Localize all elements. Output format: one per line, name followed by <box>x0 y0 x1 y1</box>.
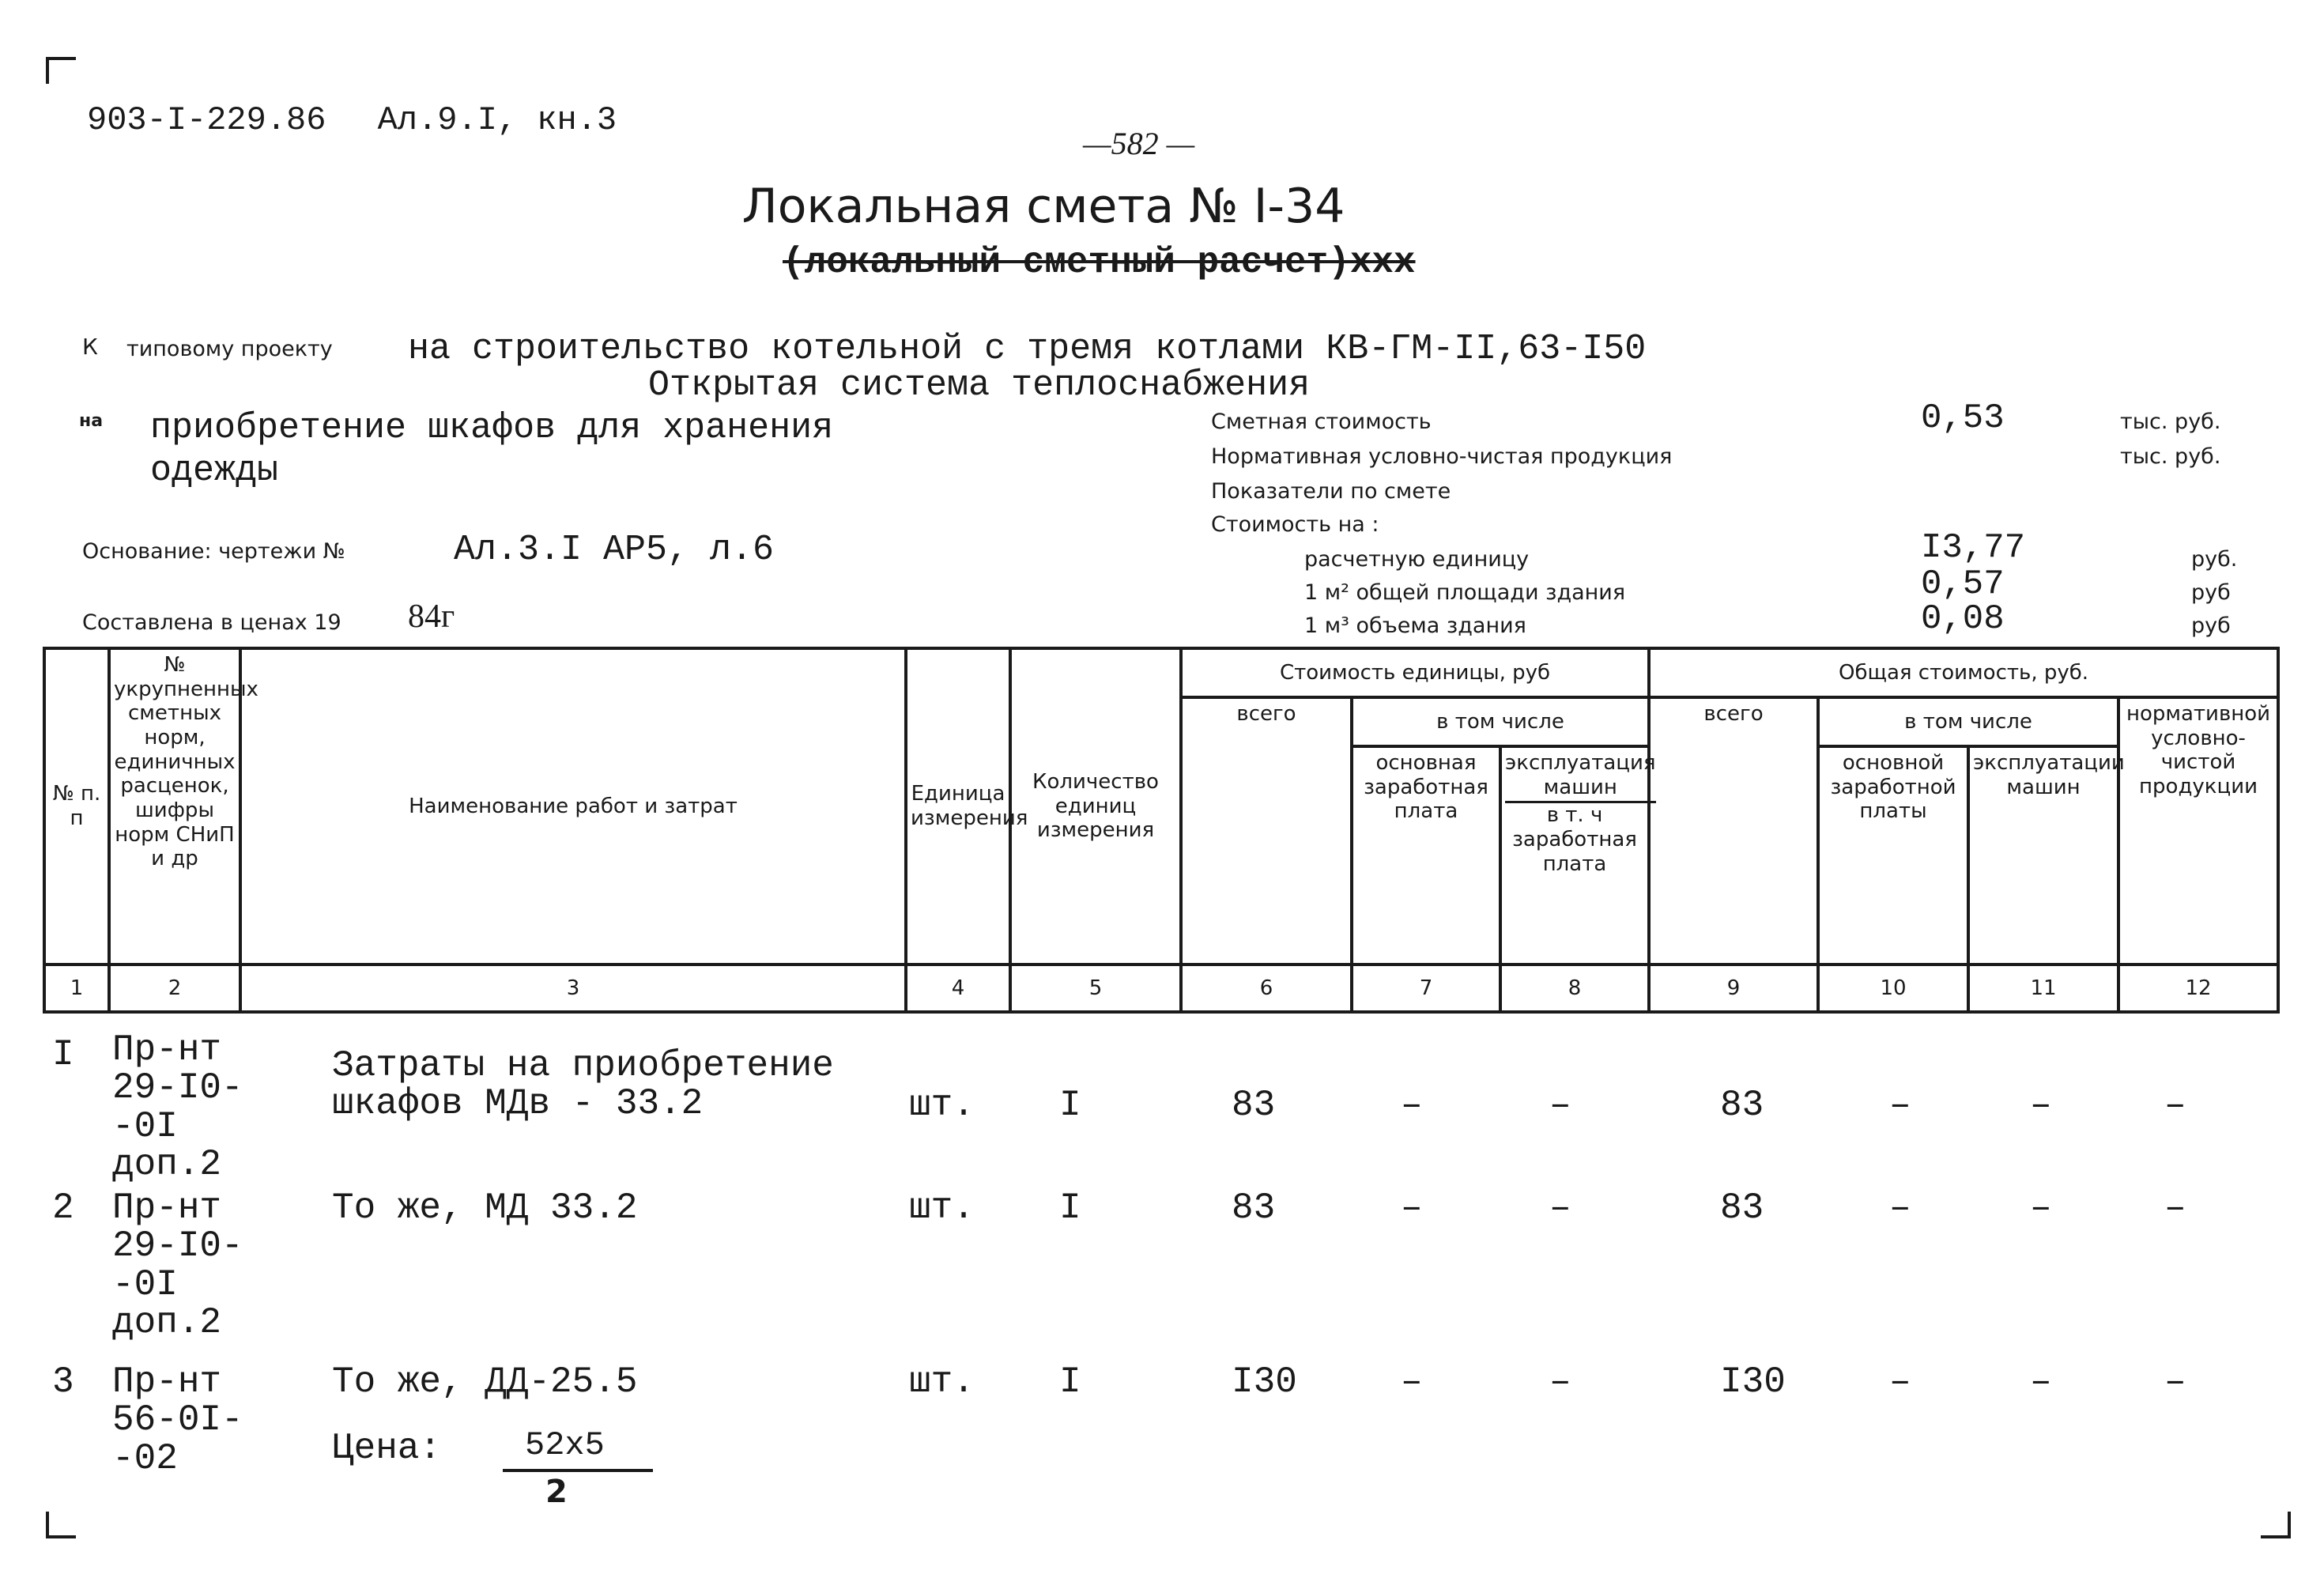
estimate-table-header <box>43 647 2280 1014</box>
price-label: Цена: <box>332 1428 442 1469</box>
row-code-line: доп.2 <box>112 1143 222 1185</box>
col-number-10: 10 <box>1818 965 1968 1012</box>
row-name-line: шкафов МДв - 33.2 <box>332 1083 704 1125</box>
row-code-line: -0I <box>112 1263 178 1305</box>
row-c11: – <box>2030 1361 2052 1402</box>
price-fraction-line <box>503 1469 653 1472</box>
row-unit-total: 83 <box>1232 1187 1276 1229</box>
cost-per-label: Стоимость на : <box>1211 512 1379 537</box>
area-value: 0,57 <box>1921 564 2005 604</box>
volume-label: 1 м³ объема здания <box>1304 613 1526 638</box>
header-total-cost-group: Общая стоимость, руб. <box>1649 648 2278 697</box>
header-col-num: № п. п <box>44 648 109 965</box>
row-c10: – <box>1889 1085 1911 1126</box>
header-col-6: всего <box>1181 697 1352 965</box>
row-name <box>332 1363 637 1401</box>
row-unit: шт. <box>909 1085 975 1126</box>
project-prefix-label2: типовому проекту <box>126 337 333 361</box>
col-number-5: 5 <box>1010 965 1181 1012</box>
project-code: 903-I-229.86 <box>87 101 326 139</box>
row-qty: I <box>1059 1361 1081 1402</box>
row-unit-total: I30 <box>1232 1361 1297 1402</box>
basis-value: Ал.3.I АР5, л.6 <box>454 530 775 570</box>
area-label: 1 м² общей площади здания <box>1304 580 1626 605</box>
col-number-1: 1 <box>44 965 109 1012</box>
document-code <box>87 101 617 139</box>
row-code-line: Пр-нт <box>112 1187 222 1229</box>
price-numerator: 52х5 <box>525 1426 605 1464</box>
corner-mark-top-left <box>46 57 76 84</box>
row-code-line: 29-I0- <box>112 1225 243 1267</box>
price-denominator: 2 <box>545 1474 568 1510</box>
header-col-unit: Единица измерения <box>906 648 1010 965</box>
project-line1: на строительство котельной с тремя котлами КВ-ГМ-II,63-I50 <box>408 329 1647 369</box>
row-c8: – <box>1549 1085 1571 1126</box>
page-number: —582 — <box>1083 126 1195 161</box>
struck-subtitle: (локальный сметный расчет)ххх <box>783 242 1416 283</box>
row-total: I30 <box>1720 1361 1786 1402</box>
na-label: на <box>79 411 104 431</box>
row-code <box>112 1363 243 1478</box>
row-num: 2 <box>52 1187 74 1229</box>
row-name-line: Затраты на приобретение <box>332 1045 834 1086</box>
row-code-line: -02 <box>112 1437 178 1479</box>
col-number-12: 12 <box>2118 965 2278 1012</box>
prices-label: Составлена в ценах 19 <box>82 610 341 635</box>
row-unit: шт. <box>909 1187 975 1229</box>
row-c8: – <box>1549 1361 1571 1402</box>
header-col-qty: Количество единиц измерения <box>1010 648 1181 965</box>
col-number-8: 8 <box>1500 965 1649 1012</box>
volume-unit: руб <box>2191 613 2231 638</box>
header-col-name: Наименование работ и затрат <box>240 648 906 965</box>
indicators-label: Показатели по смете <box>1211 479 1451 504</box>
corner-mark-bottom-left <box>46 1512 76 1538</box>
header-incl-2: в том числе <box>1818 697 2118 746</box>
row-code-line: -0I <box>112 1105 178 1147</box>
col-number-2: 2 <box>109 965 240 1012</box>
header-col-7: основная заработная плата <box>1352 746 1500 965</box>
project-prefix-label: К <box>82 334 98 360</box>
prices-year: 84г <box>408 598 455 635</box>
row-qty: I <box>1059 1187 1081 1229</box>
col-number-11: 11 <box>1968 965 2118 1012</box>
col-number-6: 6 <box>1181 965 1352 1012</box>
row-name-line: То же, МД 33.2 <box>332 1187 638 1229</box>
row-total: 83 <box>1720 1187 1764 1229</box>
row-total: 83 <box>1720 1085 1764 1126</box>
row-c12: – <box>2164 1187 2186 1229</box>
row-code-line: Пр-нт <box>112 1361 222 1402</box>
row-num: 3 <box>52 1361 74 1402</box>
page-title: Локальная смета № I-34 <box>741 179 1345 234</box>
row-qty: I <box>1059 1085 1081 1126</box>
row-num: I <box>52 1034 74 1075</box>
basis-label: Основание: чертежи № <box>82 539 345 564</box>
row-c12: – <box>2164 1361 2186 1402</box>
col-number-7: 7 <box>1352 965 1500 1012</box>
header-col-8-top: эксплуатация машин <box>1505 751 1656 803</box>
row-code <box>112 1031 243 1184</box>
header-col-8 <box>1500 746 1656 965</box>
row-code-line: Пр-нт <box>112 1029 222 1070</box>
project-line2: Открытая система теплоснабжения <box>648 365 1311 406</box>
row-name <box>332 1047 834 1123</box>
row-c11: – <box>2030 1085 2052 1126</box>
col-number-9: 9 <box>1649 965 1818 1012</box>
subject-line2: одежды <box>150 451 279 491</box>
header-col-code: № укрупненных сметных норм, единичных расценок, шифры норм СНиП и др <box>109 648 240 965</box>
row-unit: шт. <box>909 1361 975 1402</box>
row-c7: – <box>1401 1361 1423 1402</box>
volume-value: 0,08 <box>1921 599 2005 639</box>
row-code-line: доп.2 <box>112 1301 222 1343</box>
row-c7: – <box>1401 1187 1423 1229</box>
col-number-3: 3 <box>240 965 906 1012</box>
header-col-10: основной заработной платы <box>1818 746 1968 965</box>
unit-value: I3,77 <box>1921 528 2026 568</box>
row-code-line: 56-0I- <box>112 1399 243 1441</box>
header-col-12: нормативной условно-чистой продукции <box>2118 697 2278 965</box>
header-incl-1: в том числе <box>1352 697 1649 746</box>
row-c11: – <box>2030 1187 2052 1229</box>
row-c10: – <box>1889 1187 1911 1229</box>
row-unit-total: 83 <box>1232 1085 1276 1126</box>
estimated-cost-unit: тыс. руб. <box>2120 410 2221 434</box>
header-col-8-bottom: в т. ч заработная плата <box>1512 803 1637 876</box>
estimated-cost-value: 0,53 <box>1921 398 2005 438</box>
subject-line1: приобретение шкафов для хранения <box>150 408 834 448</box>
corner-mark-bottom-right <box>2261 1512 2291 1538</box>
header-unit-cost-group: Стоимость единицы, руб <box>1181 648 1649 697</box>
row-c10: – <box>1889 1361 1911 1402</box>
col-number-4: 4 <box>906 965 1010 1012</box>
row-code-line: 29-I0- <box>112 1067 243 1109</box>
row-c7: – <box>1401 1085 1423 1126</box>
header-col-9: всего <box>1649 697 1818 965</box>
normative-unit: тыс. руб. <box>2120 444 2221 469</box>
row-c12: – <box>2164 1085 2186 1126</box>
area-unit: руб <box>2191 580 2231 605</box>
header-col-11: эксплуатации машин <box>1968 746 2118 965</box>
row-code <box>112 1189 243 1342</box>
unit-label: расчетную единицу <box>1304 547 1530 572</box>
album-ref: Ал.9.I, кн.3 <box>377 101 617 139</box>
unit-unit: руб. <box>2191 547 2238 572</box>
row-name <box>332 1189 637 1227</box>
row-name-line: То же, ДД-25.5 <box>332 1361 638 1402</box>
normative-label: Нормативная условно-чистая продукция <box>1211 444 1673 469</box>
row-c8: – <box>1549 1187 1571 1229</box>
estimated-cost-label: Сметная стоимость <box>1211 410 1432 434</box>
